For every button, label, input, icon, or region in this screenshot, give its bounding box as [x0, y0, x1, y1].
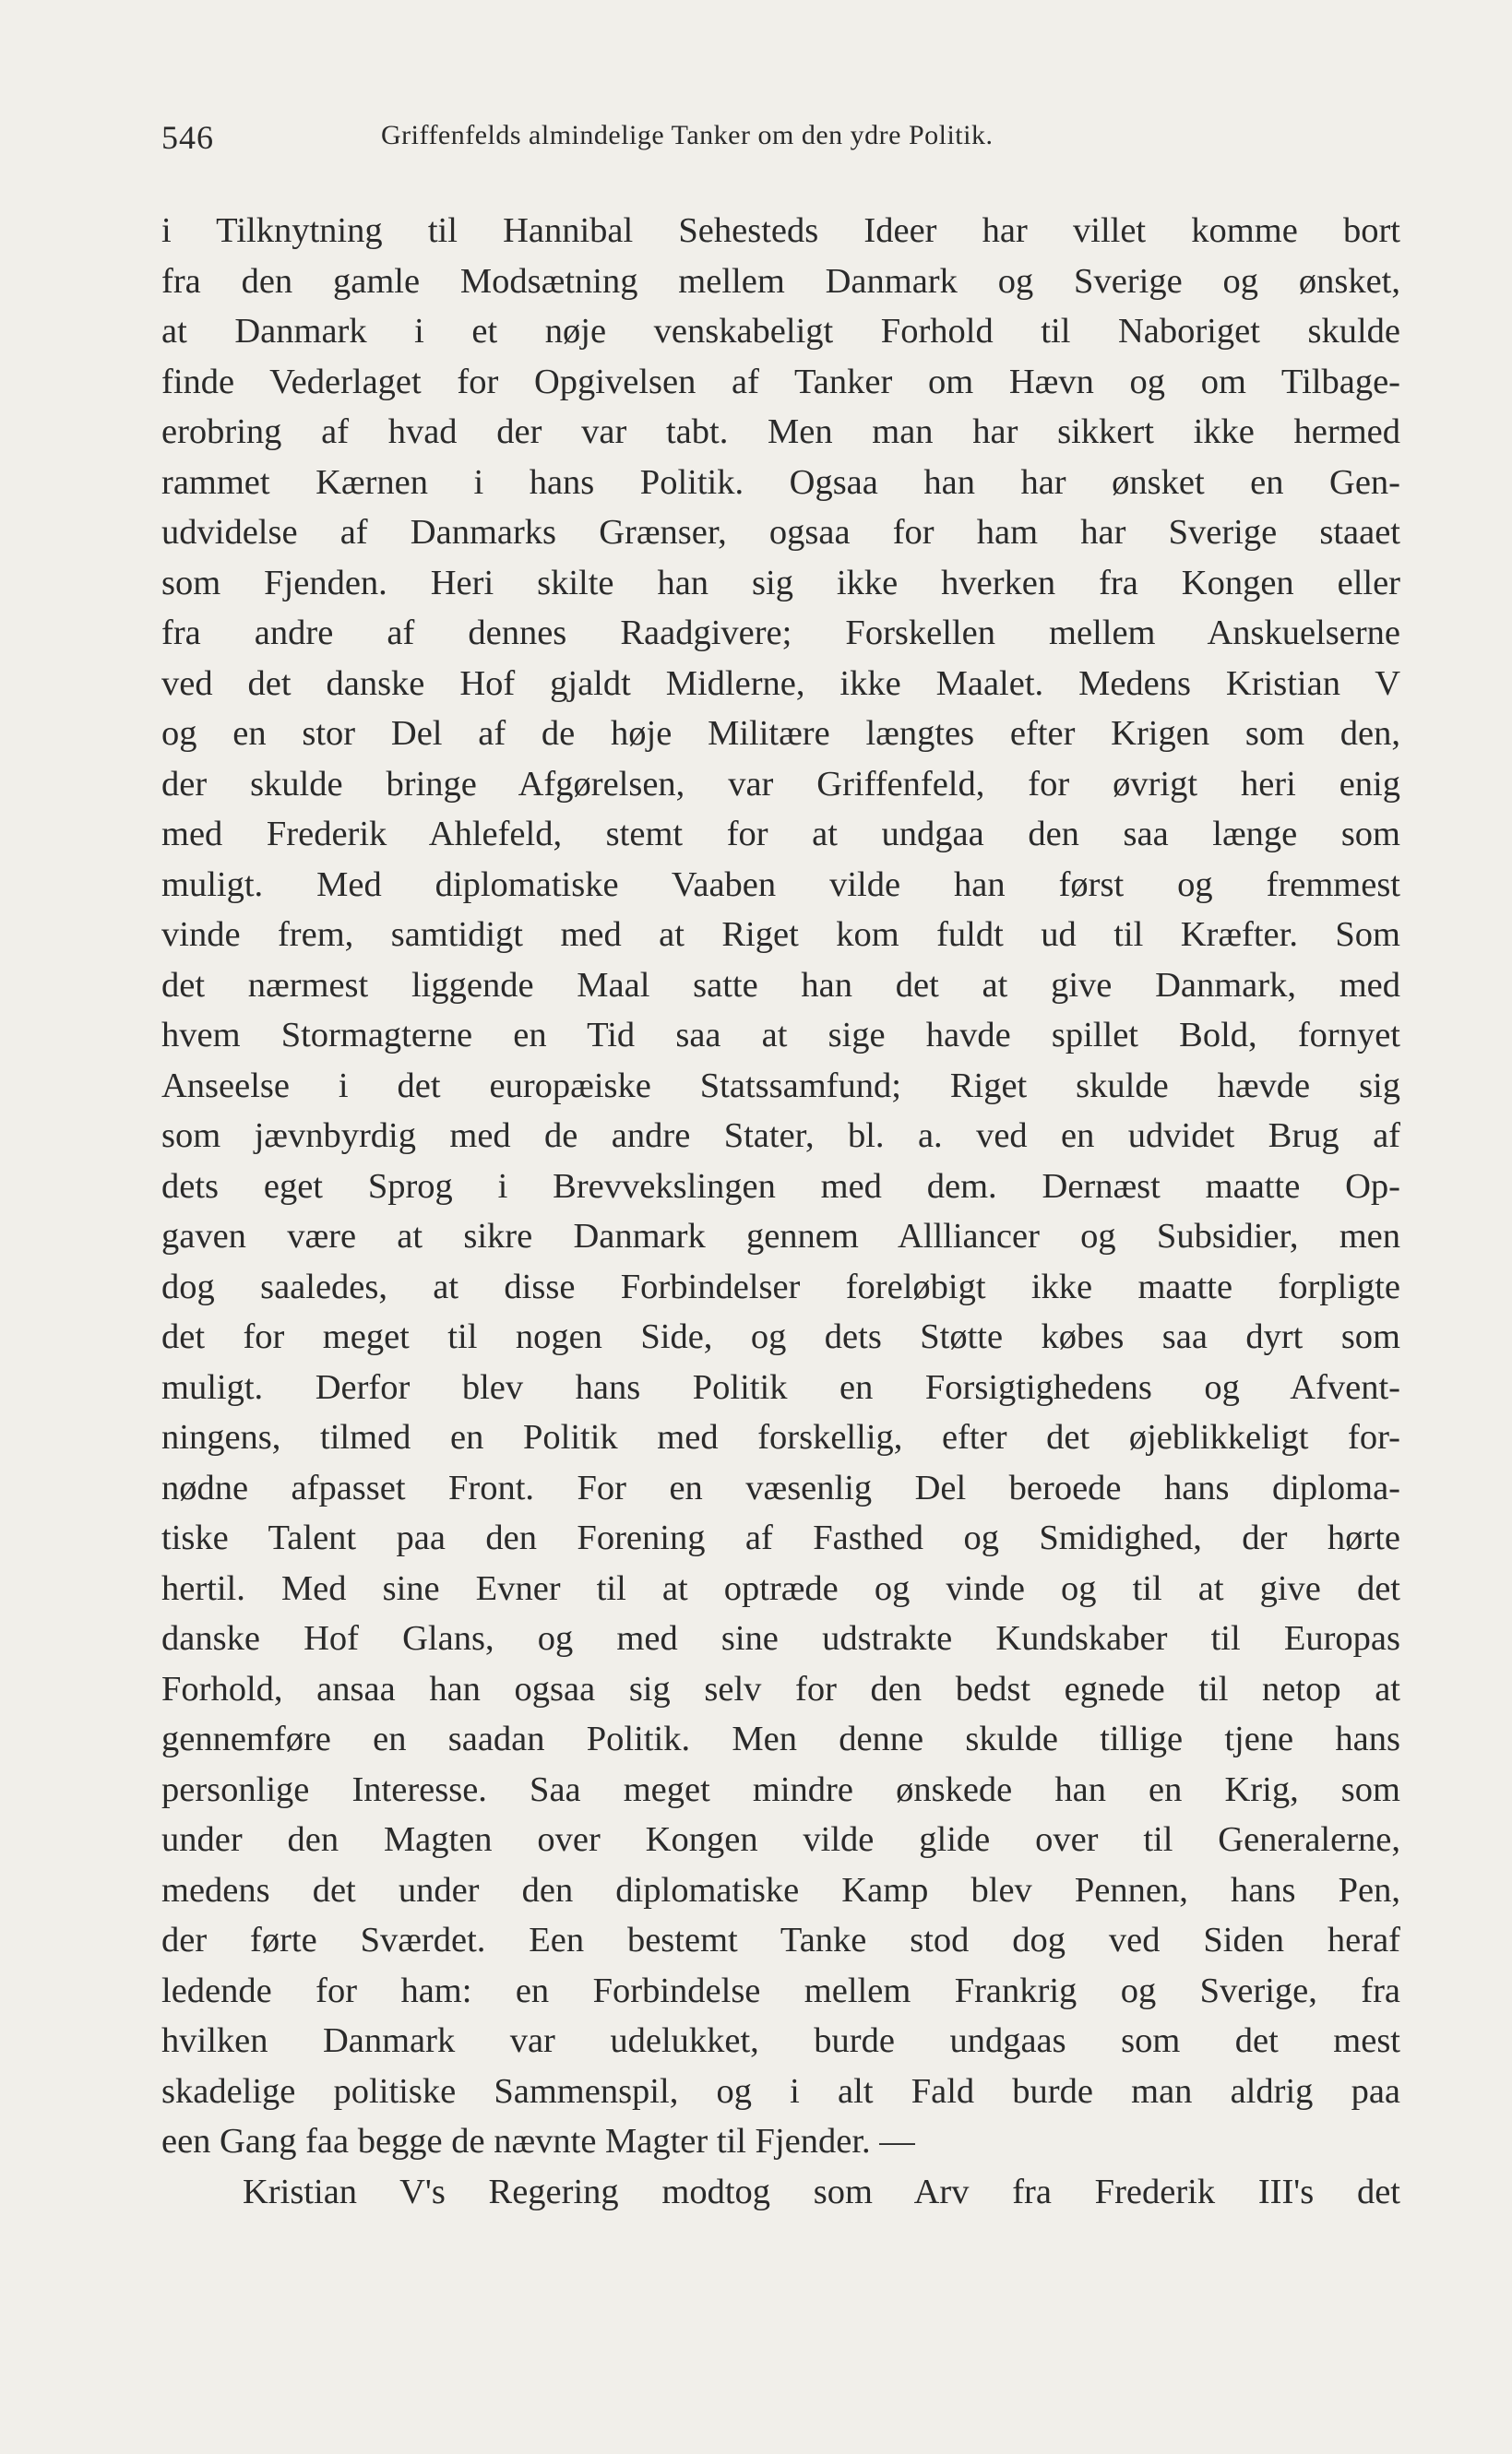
text-line: under den Magten over Kongen vilde glide over til Generalerne,: [161, 1820, 1400, 1859]
text-line: ningens, tilmed en Politik med forskellig, efter det øjeblikkeligt for-: [161, 1418, 1400, 1457]
text-line: danske Hof Glans, og med sine udstrakte Kundskaber til Europas: [161, 1619, 1400, 1658]
text-line: som jævnbyrdig med de andre Stater, bl. a. ved en udvidet Brug af: [161, 1116, 1400, 1155]
text-line: i Tilknytning til Hannibal Sehesteds Ideer har villet komme bort: [161, 211, 1400, 250]
text-line: muligt. Derfor blev hans Politik en Forsigtighedens og Afvent-: [161, 1367, 1400, 1407]
text-line: Forhold, ansaa han ogsaa sig selv for den bedst egnede til netop at: [161, 1669, 1400, 1709]
text-line: personlige Interesse. Saa meget mindre ønskede han en Krig, som: [161, 1769, 1400, 1809]
text-line: tiske Talent paa den Forening af Fasthed og Smidighed, der hørte: [161, 1519, 1400, 1557]
text-line: een Gang faa begge de nævnte Magter til Fjender. —: [161, 2122, 915, 2161]
text-line: muligt. Med diplomatiske Vaaben vilde han først og fremmest: [161, 864, 1400, 904]
text-line: hvem Stormagterne en Tid saa at sige havde spillet Bold, fornyet: [161, 1016, 1400, 1054]
page-number: 546: [161, 119, 214, 156]
text-line: Anseelse i det europæiske Statssamfund; Riget skulde hævde sig: [161, 1066, 1400, 1105]
text-line: gaven være at sikre Danmark gennem Allliancer og Subsidier, men: [161, 1217, 1400, 1256]
text-line: ved det danske Hof gjaldt Midlerne, ikke Maalet. Medens Kristian V: [161, 663, 1400, 703]
text-line: nødne afpasset Front. For en væsenlig Del beroede hans diploma-: [161, 1468, 1400, 1507]
text-line: der skulde bringe Afgørelsen, var Griffenfeld, for øvrigt heri enig: [161, 764, 1400, 804]
text-line: dog saaledes, at disse Forbindelser foreløbigt ikke maatte forpligte: [161, 1267, 1400, 1306]
text-line: erobring af hvad der var tabt. Men man har sikkert ikke hermed: [161, 412, 1400, 451]
body-text: [161, 206, 1400, 2217]
text-line: at Danmark i et nøje venskabeligt Forhold til Naboriget skulde: [161, 312, 1400, 351]
text-line: Kristian V's Regering modtog som Arv fra Frederik III's det: [243, 2172, 1400, 2211]
text-line: finde Vederlaget for Opgivelsen af Tanker om Hævn og om Tilbage-: [161, 362, 1400, 401]
text-line: rammet Kærnen i hans Politik. Ogsaa han har ønsket en Gen-: [161, 462, 1400, 502]
text-line: hertil. Med sine Evner til at optræde og vinde og til at give det: [161, 1568, 1400, 1608]
text-line: der førte Sværdet. Een bestemt Tanke stod dog ved Siden heraf: [161, 1921, 1400, 1960]
text-line: vinde frem, samtidigt med at Riget kom fuldt ud til Kræfter. Som: [161, 915, 1400, 954]
text-line: medens det under den diplomatiske Kamp blev Pennen, hans Pen,: [161, 1870, 1400, 1910]
text-line: fra den gamle Modsætning mellem Danmark og Sverige og ønsket,: [161, 261, 1400, 301]
text-line: det nærmest liggende Maal satte han det at give Danmark, med: [161, 965, 1400, 1005]
text-line: med Frederik Ahlefeld, stemt for at undgaa den saa længe som: [161, 815, 1400, 853]
text-line: gennemføre en saadan Politik. Men denne skulde tillige tjene hans: [161, 1720, 1400, 1758]
text-line: hvilken Danmark var udelukket, burde undgaas som det mest: [161, 2021, 1400, 2060]
running-head: Griffenfelds almindelige Tanker om den ydre Politik.: [381, 120, 994, 150]
text-line: fra andre af dennes Raadgivere; Forskellen mellem Anskuelserne: [161, 614, 1400, 652]
text-line: som Fjenden. Heri skilte han sig ikke hverken fra Kongen eller: [161, 563, 1400, 602]
text-line: ledende for ham: en Forbindelse mellem Frankrig og Sverige, fra: [161, 1971, 1400, 2010]
text-line: det for meget til nogen Side, og dets Støtte købes saa dyrt som: [161, 1317, 1400, 1356]
text-line: udvidelse af Danmarks Grænser, ogsaa for ham har Sverige staaet: [161, 513, 1400, 552]
text-line: skadelige politiske Sammenspil, og i alt Fald burde man aldrig paa: [161, 2071, 1400, 2111]
text-line: dets eget Sprog i Brevvekslingen med dem. Dernæst maatte Op-: [161, 1166, 1400, 1206]
text-line: og en stor Del af de høje Militære længtes efter Krigen som den,: [161, 714, 1400, 753]
